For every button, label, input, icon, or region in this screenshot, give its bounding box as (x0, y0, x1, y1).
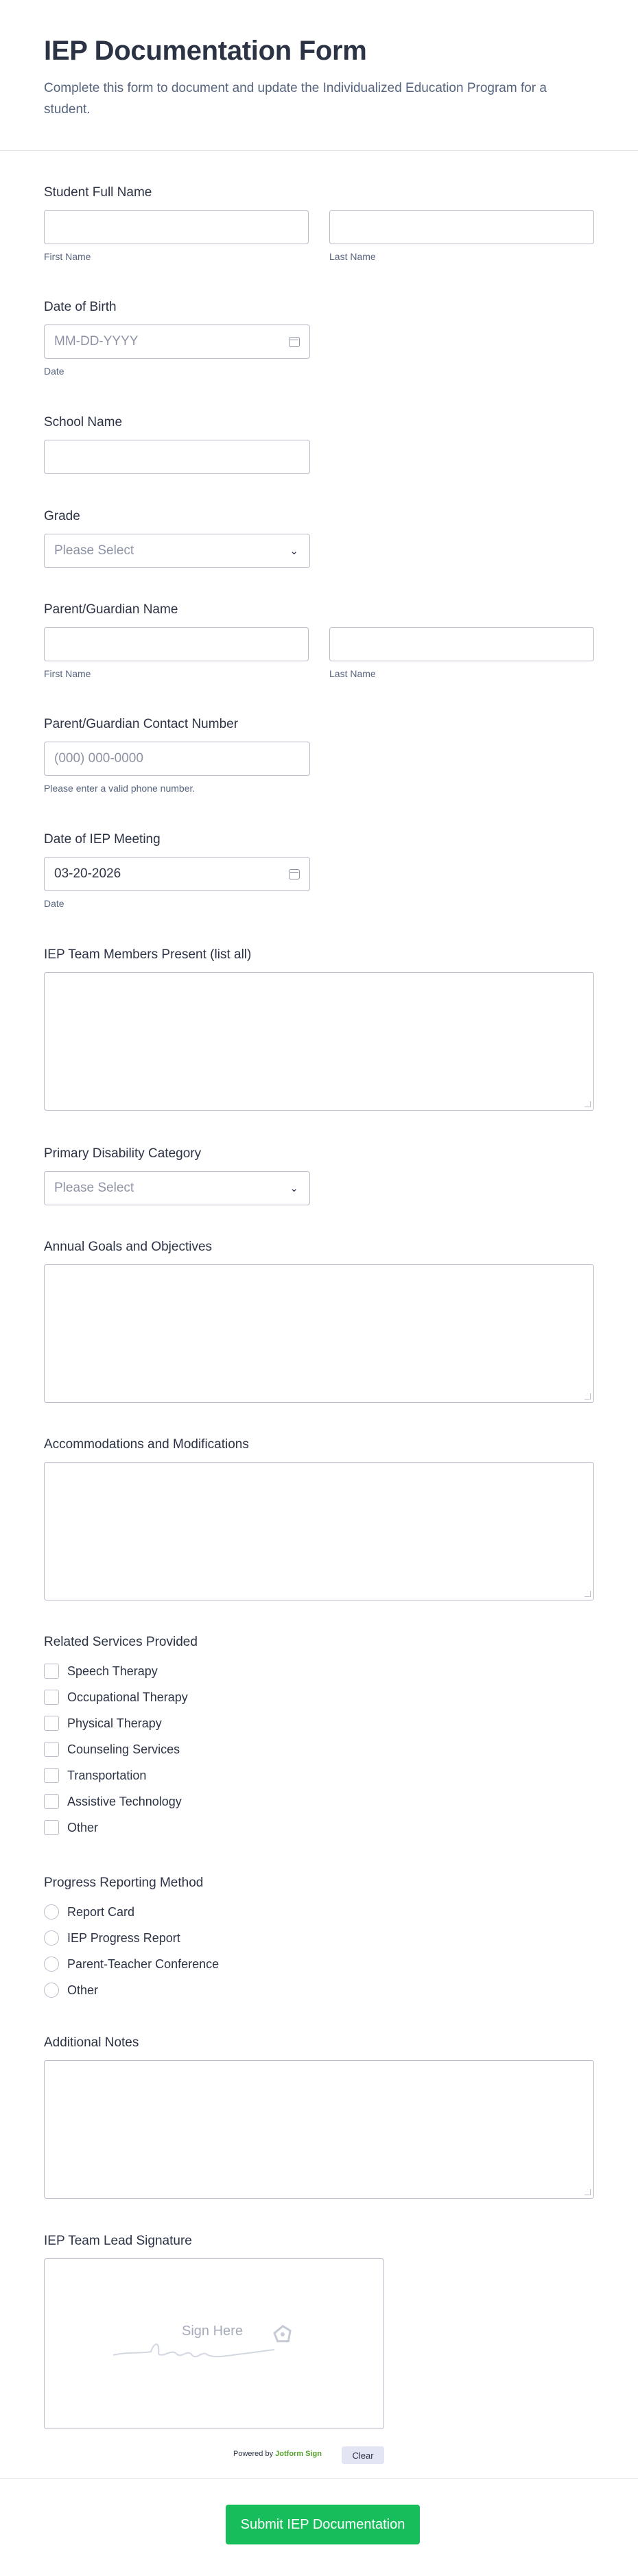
team-members-field (44, 947, 594, 1111)
disability-placeholder: Please Select (54, 1181, 134, 1195)
goals-field (44, 1240, 594, 1403)
student-name-field (44, 185, 594, 262)
guardian-phone-field (44, 717, 594, 794)
form-footer (0, 2478, 638, 2576)
checkbox[interactable] (44, 1716, 59, 1731)
calendar-icon[interactable] (289, 337, 300, 347)
meeting-date-value: 03-20-2026 (54, 866, 121, 881)
accommodations-field (44, 1437, 594, 1600)
services-label: Related Services Provided (44, 1635, 198, 1649)
service-option[interactable] (44, 1658, 594, 1684)
progress-option[interactable] (44, 1951, 594, 1977)
student-last-name-sublabel: Last Name (329, 251, 376, 262)
student-last-name-input[interactable] (329, 210, 594, 244)
notes-textarea[interactable] (44, 2060, 594, 2199)
meeting-date-label: Date of IEP Meeting (44, 832, 161, 847)
goals-textarea[interactable] (44, 1264, 594, 1403)
service-option-label: Assistive Technology (67, 1794, 182, 1808)
guardian-phone-placeholder: (000) 000-0000 (54, 751, 143, 766)
team-members-textarea[interactable] (44, 972, 594, 1111)
signature-pad[interactable] (44, 2258, 384, 2429)
signature-field (44, 2234, 594, 2461)
guardian-phone-hint: Please enter a valid phone number. (44, 783, 196, 794)
radio-button[interactable] (44, 1930, 59, 1946)
radio-button[interactable] (44, 1983, 59, 1998)
service-option-label: Other (67, 1820, 99, 1834)
disability-select[interactable] (44, 1171, 310, 1205)
service-option-label: Transportation (67, 1768, 147, 1782)
checkbox[interactable] (44, 1690, 59, 1705)
dob-label: Date of Birth (44, 300, 117, 314)
service-option-label: Occupational Therapy (67, 1690, 188, 1704)
progress-option-label: Other (67, 1983, 99, 1997)
checkbox[interactable] (44, 1794, 59, 1809)
school-label: School Name (44, 415, 123, 429)
dob-sublabel: Date (44, 366, 64, 377)
service-option[interactable] (44, 1815, 594, 1841)
guardian-last-name-sublabel: Last Name (329, 668, 376, 679)
service-option-label: Speech Therapy (67, 1664, 158, 1678)
school-field (44, 415, 594, 474)
powered-by-text (233, 2450, 322, 2458)
notes-label: Additional Notes (44, 2035, 139, 2050)
progress-option-label: Parent-Teacher Conference (67, 1957, 220, 1971)
notes-field (44, 2035, 594, 2199)
student-first-name-input[interactable] (44, 210, 309, 244)
guardian-last-name-input[interactable] (329, 627, 594, 661)
signature-label: IEP Team Lead Signature (44, 2234, 192, 2248)
meeting-date-sublabel: Date (44, 898, 64, 909)
grade-placeholder: Please Select (54, 543, 134, 558)
disability-label: Primary Disability Category (44, 1146, 202, 1161)
signature-placeholder: Sign Here (182, 2324, 243, 2339)
checkbox[interactable] (44, 1768, 59, 1783)
guardian-name-field (44, 602, 594, 679)
disability-field (44, 1146, 594, 1205)
service-option-label: Counseling Services (67, 1742, 180, 1756)
service-option[interactable] (44, 1684, 594, 1710)
progress-option[interactable] (44, 1977, 594, 2003)
grade-select[interactable] (44, 534, 310, 568)
student-name-label: Student Full Name (44, 185, 152, 200)
chevron-down-icon: ⌄ (290, 545, 298, 557)
checkbox[interactable] (44, 1664, 59, 1679)
radio-button[interactable] (44, 1957, 59, 1972)
service-option[interactable] (44, 1710, 594, 1736)
accommodations-textarea[interactable] (44, 1462, 594, 1600)
signature-clear-button[interactable]: Clear (342, 2446, 384, 2464)
chevron-down-icon: ⌄ (290, 1183, 298, 1194)
team-members-label: IEP Team Members Present (list all) (44, 947, 252, 962)
jotform-sign-brand[interactable]: Jotform Sign (275, 2450, 322, 2458)
dob-input[interactable] (44, 324, 310, 359)
dob-field (44, 300, 594, 377)
powered-by-prefix: Powered by (233, 2450, 274, 2458)
dob-placeholder: MM-DD-YYYY (54, 334, 139, 348)
service-option-label: Physical Therapy (67, 1716, 162, 1730)
student-first-name-sublabel: First Name (44, 251, 91, 262)
progress-option-label: Report Card (67, 1904, 135, 1919)
guardian-first-name-sublabel: First Name (44, 668, 91, 679)
progress-option[interactable] (44, 1925, 594, 1951)
progress-field (44, 1876, 594, 2003)
guardian-first-name-input[interactable] (44, 627, 309, 661)
form-header (0, 0, 638, 151)
guardian-phone-label: Parent/Guardian Contact Number (44, 717, 239, 731)
meeting-date-field (44, 832, 594, 909)
progress-label: Progress Reporting Method (44, 1876, 204, 1890)
guardian-phone-input[interactable] (44, 742, 310, 776)
form-description: Complete this form to document and update the Individualized Education Program for a student. (44, 81, 547, 117)
grade-field (44, 509, 594, 568)
guardian-name-label: Parent/Guardian Name (44, 602, 178, 617)
service-option[interactable] (44, 1762, 594, 1788)
service-option[interactable] (44, 1736, 594, 1762)
grade-label: Grade (44, 509, 80, 523)
submit-button[interactable]: Submit IEP Documentation (226, 2505, 420, 2544)
calendar-icon[interactable] (289, 869, 300, 879)
service-option[interactable] (44, 1788, 594, 1815)
progress-option[interactable] (44, 1899, 594, 1925)
radio-button[interactable] (44, 1904, 59, 1919)
services-field (44, 1635, 594, 1841)
accommodations-label: Accommodations and Modifications (44, 1437, 249, 1452)
checkbox[interactable] (44, 1742, 59, 1757)
goals-label: Annual Goals and Objectives (44, 1240, 213, 1254)
checkbox[interactable] (44, 1820, 59, 1835)
services-options (44, 1658, 594, 1841)
progress-options (44, 1899, 594, 2003)
progress-option-label: IEP Progress Report (67, 1930, 180, 1945)
school-input[interactable] (44, 440, 310, 474)
signature-scribble-icon (113, 2321, 319, 2369)
form-title: IEP Documentation Form (44, 36, 367, 66)
meeting-date-input[interactable] (44, 857, 310, 891)
